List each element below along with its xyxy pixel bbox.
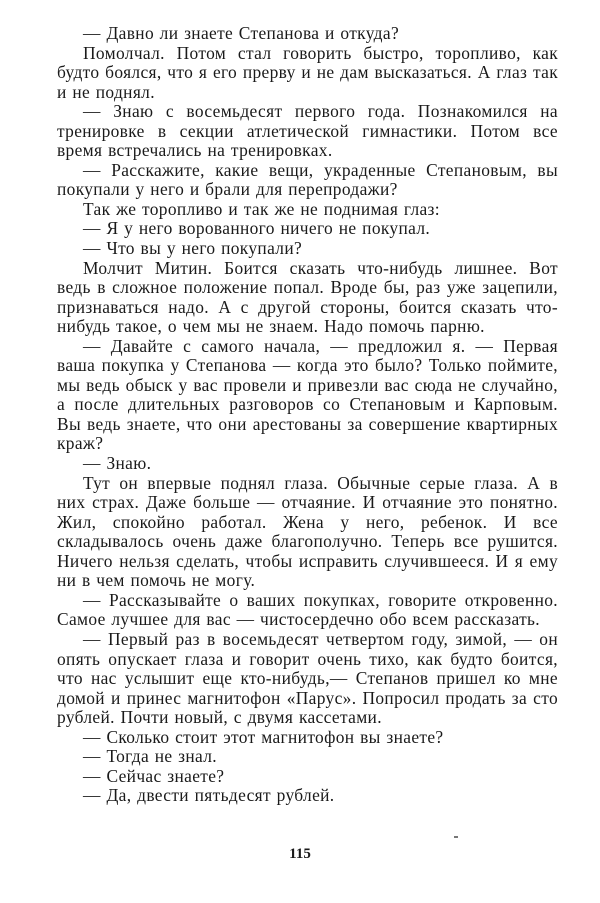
- paragraph: — Рассказывайте о ваших покупках, говорите откровенно. Самое лучшее для вас — чистосердечно обо всем рассказать.: [57, 589, 558, 630]
- page-number: 115: [289, 846, 311, 862]
- page-body: [57, 24, 558, 806]
- dialogue-line: — Сейчас знаете?: [83, 765, 225, 786]
- dialogue-line: — Сколько стоит этот магнитофон вы знаете?: [83, 726, 444, 747]
- dialogue-line: — Тогда не знал.: [83, 746, 217, 767]
- dialogue-line: — Да, двести пятьдесят рублей.: [83, 785, 335, 806]
- paragraph: Молчит Митин. Боится сказать что-нибудь лишнее. Вот ведь в сложное положение попал. Вроде бы, раз уже зацепили, признаваться надо. А с другой стороны, боится сказать что-нибудь такое, о чем мы не знаем. Надо помочь парню.: [57, 257, 558, 337]
- paragraph: Тут он впервые поднял глаза. Обычные серые глаза. А в них страх. Даже больше — отчаяние. И отчаяние это понятно. Жил, спокойно работал. Жена у него, ребенок. И все складывалось очень даже благополучно. Теперь все рушится. Ничего нельзя сделать, чтобы исправить случившееся. И я ему ни в чем помочь не могу.: [57, 472, 558, 591]
- paragraph: — Первый раз в восемьдесят четвертом году, зимой, — он опять опускает глаза и говорит очень тихо, как будто боится, что нас услышит еще кто-нибудь,— Степанов пришел ко мне домой и принес магнитофон «Парус». Попросил продать за сто рублей. Почти новый, с двумя кассетами.: [57, 628, 558, 728]
- paragraph: — Знаю с восемьдесят первого года. Познакомился на тренировке в секции атлетической гимнастики. Потом все время встречались на тренировках.: [57, 101, 558, 161]
- paragraph: — Что вы у него покупали?: [83, 238, 303, 259]
- paragraph: Помолчал. Потом стал говорить быстро, торопливо, как будто боялся, что я его прерву и не дам высказаться. А глаз так и не поднял.: [57, 42, 558, 102]
- paragraph: — Давайте с самого начала, — предложил я. — Первая ваша покупка у Степанова — когда это было? Только поймите, мы ведь обыск у вас провели и привезли вас сюда не случайно, а после длительных разговоров со Степановым и Карповым. Вы ведь знаете, что они арестованы за совершение квартирных краж?: [57, 335, 558, 454]
- paragraph: — Расскажите, какие вещи, украденные Степановым, вы покупали у него и брали для перепродажи?: [57, 159, 558, 200]
- paragraph: — Давно ли знаете Степанова и откуда?: [83, 23, 400, 43]
- paragraph: Так же торопливо и так же не поднимая глаз:: [83, 198, 440, 219]
- paragraph: — Я у него ворованного ничего не покупал.: [83, 218, 431, 239]
- print-speck: [454, 836, 458, 838]
- paragraph: — Знаю.: [83, 453, 152, 474]
